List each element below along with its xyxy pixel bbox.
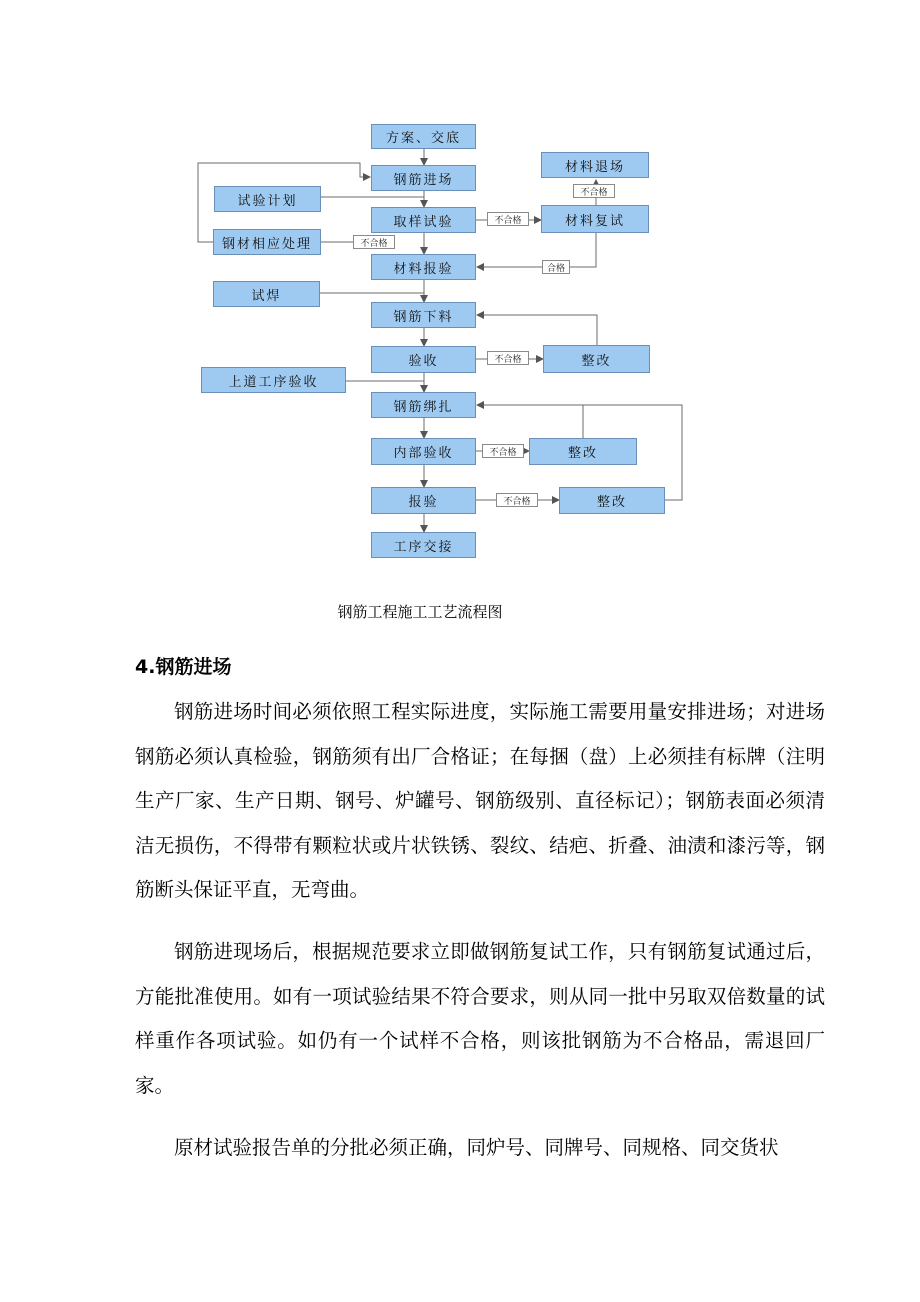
- step-rectify-3: 整改: [559, 487, 665, 514]
- step-report-inspection: 报验: [371, 487, 476, 514]
- step-trial-weld: 试焊: [213, 281, 320, 307]
- step-material-retest: 材料复试: [541, 205, 649, 233]
- step-test-plan: 试验计划: [214, 186, 321, 212]
- paragraph-1: 钢筋进场时间必须依照工程实际进度，实际施工需要用量安排进场；对进场钢筋必须认真检验，钢筋须有出厂合格证；在每捆（盘）上必须挂有标牌（注明生产厂家、生产日期、钢号、炉罐号、钢筋级别、直径标记）；钢筋表面必须清洁无损伤，不得带有颗粒状或片状铁锈、裂纹、结疤、折叠、油渍和漆污等，钢筋断头保证平直，无弯曲。: [135, 700, 825, 901]
- step-arrival: 钢筋进场: [371, 165, 476, 191]
- paragraph-2: 钢筋进现场后，根据规范要求立即做钢筋复试工作，只有钢筋复试通过后，方能批准使用。如有一项试验结果不符合要求，则从同一批中另取双倍数量的试样重作各项试验。如仍有一个试样不合格，则该批钢筋为不合格品，需退回厂家。: [135, 940, 825, 1097]
- step-rectify-1: 整改: [543, 345, 650, 373]
- label-fail-sampling: 不合格: [487, 212, 529, 226]
- paragraph-3: 原材试验报告单的分批必须正确，同炉号、同牌号、同规格、同交货状: [174, 1136, 779, 1159]
- step-material-return: 材料退场: [541, 152, 649, 178]
- label-pass-retest: 合格: [542, 260, 570, 274]
- label-fail-report: 不合格: [496, 493, 538, 507]
- step-previous-process: 上道工序验收: [201, 367, 346, 393]
- step-material-handling: 钢材相应处理: [213, 229, 321, 255]
- label-fail-handling: 不合格: [353, 235, 395, 249]
- label-fail-inspection: 不合格: [487, 351, 529, 365]
- step-sampling: 取样试验: [371, 207, 476, 233]
- step-binding: 钢筋绑扎: [371, 392, 476, 418]
- process-flowchart: [0, 0, 920, 570]
- flowchart-caption: 钢筋工程施工工艺流程图: [337, 603, 503, 621]
- step-internal-inspection: 内部验收: [371, 438, 476, 465]
- section-heading: 4.钢筋进场: [135, 656, 232, 678]
- step-report-material: 材料报验: [371, 254, 476, 280]
- step-handover: 工序交接: [371, 532, 476, 558]
- step-plan: 方案、交底: [371, 124, 476, 149]
- label-fail-retest: 不合格: [573, 184, 615, 198]
- step-inspection: 验收: [371, 346, 476, 373]
- label-fail-internal: 不合格: [482, 444, 524, 458]
- step-cutting: 钢筋下料: [371, 302, 476, 328]
- flowchart-connectors: [0, 0, 920, 570]
- step-rectify-2: 整改: [529, 438, 637, 465]
